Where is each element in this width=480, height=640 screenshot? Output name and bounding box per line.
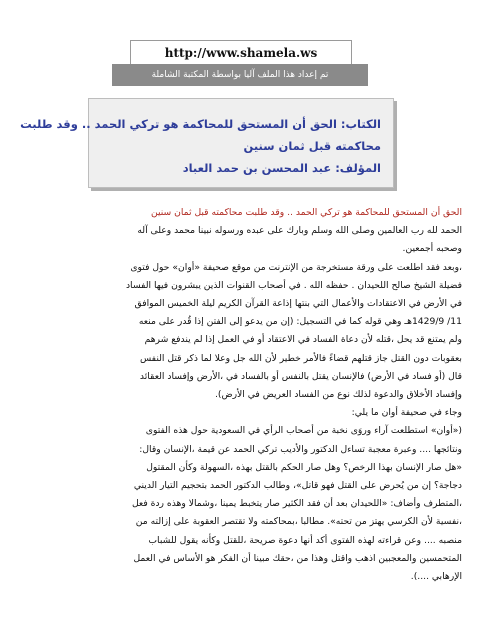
book-info-box [20,98,394,188]
text-line: الحمد لله رب العالمين وصلى الله وسلم وبارك على عبده ورسوله نبينا محمد وعلى آله [137,225,462,237]
text-line: «هل صار الإنسان بهذا الرخص؟ وهل صار الحكم بالقتل بهذه ،السهولة وكأن المقتول [146,461,462,473]
book-title-line-1: الكتاب: الحق أن المستحق للمحاكمة هو تركي الحمد .. وقد طلبت [20,117,381,131]
text-line: في الأرض في الاعتقادات والأعمال التي بنتها إذاعة القرآن الكريم ليلة الخميس الموافق [134,298,462,310]
text-line: المتحمسين والمعجبين اذهب واقتل وهذا من ،حقك مبينا أن الفكر هو الأساس في العمل [133,552,462,564]
text-line: ولم يمتنع قد يحل ،قتله لأن دعاة الفساد في الاعتقاد أو في العمل إذا لم يندفع شرهم [144,334,462,346]
text-line: وإفساد الأخلاق والدعوة لذلك نوع من الفساد العريض في الأرض). [215,389,462,401]
text-line: ونتائجها .... وعبرة معجبة تساءل الدكتور والأديب تركي الحمد عن قيمة ،الإنسان وقال: [139,443,462,455]
text-line: فضيلة الشيخ صالح اللحيدان . حفظه الله . في أصحاب القنوات الذين يبشرون فيها الفساد [125,279,462,291]
text-line: ،نفسية لأن الكرسي يهتز من تحته». مطالبا ،بمحاكمته ولا تقتصر العقوبة على إزالته من [135,516,462,528]
text-line: («أوان» استطلعت آراء وروَى نخبة من أصحاب الرأي في السعودية حول هذه الفتوى [145,425,462,437]
article-text [22,222,462,586]
article-body [22,204,462,586]
text-line: 11/ 1429/9هـ وهي قوله كما في التسجيل: (إن من يدعو إلى الفتن إذا قُدر على منعه [138,316,462,328]
text-line: قال (أو فساد في الأرض) فالإنسان يقتل بالنفس أو بالفساد في ،الأرض وإفساد العقائد [139,370,462,382]
site-url[interactable]: http://www.shamela.ws [130,40,352,66]
book-title-line-2: محاكمته قبل ثمان سنين [243,139,381,153]
text-line: ،وبعد فقد اطلعت على ورقة مستخرجة من الإنترنت من موقع صحيفة «أوان» حول فتوى [130,261,462,273]
text-line: دجاجة؟ إن من يُحرض على القتل فهو قاتل»، وطالب الدكتور الحمد بتحجيم التيار الديني [133,480,462,492]
text-line: ،المتطرف وأضاف: «اللحيدان بعد أن فقد الكثير صار يتخبط يمينا ،وشمالا وهذه ردة فعل [131,498,462,510]
generated-banner: تم إعداد هذا الملف آليا بواسطة المكتبة الشاملة [112,64,368,86]
text-line: الإرهابي ....). [410,571,462,583]
author-line: المؤلف: عبد المحسن بن حمد العباد [182,161,381,175]
text-line: منصبه .... وعن قراءته لهذه الفتوى أكد أنها دعوة صريحة ،للقتل وكأنه يقول للشباب [148,534,462,546]
text-line: وجاء في صحيفة أوان ما يلي: [351,407,462,419]
text-line: وصحبه أجمعين. [402,243,462,255]
text-line: بعقوبات دون القتل جاز قتلهم قضاءً فالأمر خطير لأن الله جل وعلا لما ذكر قتل النفس [139,352,462,364]
article-heading: الحق أن المستحق للمحاكمة هو تركي الحمد .. وقد طلبت محاكمته قبل ثمان سنين [150,207,462,218]
